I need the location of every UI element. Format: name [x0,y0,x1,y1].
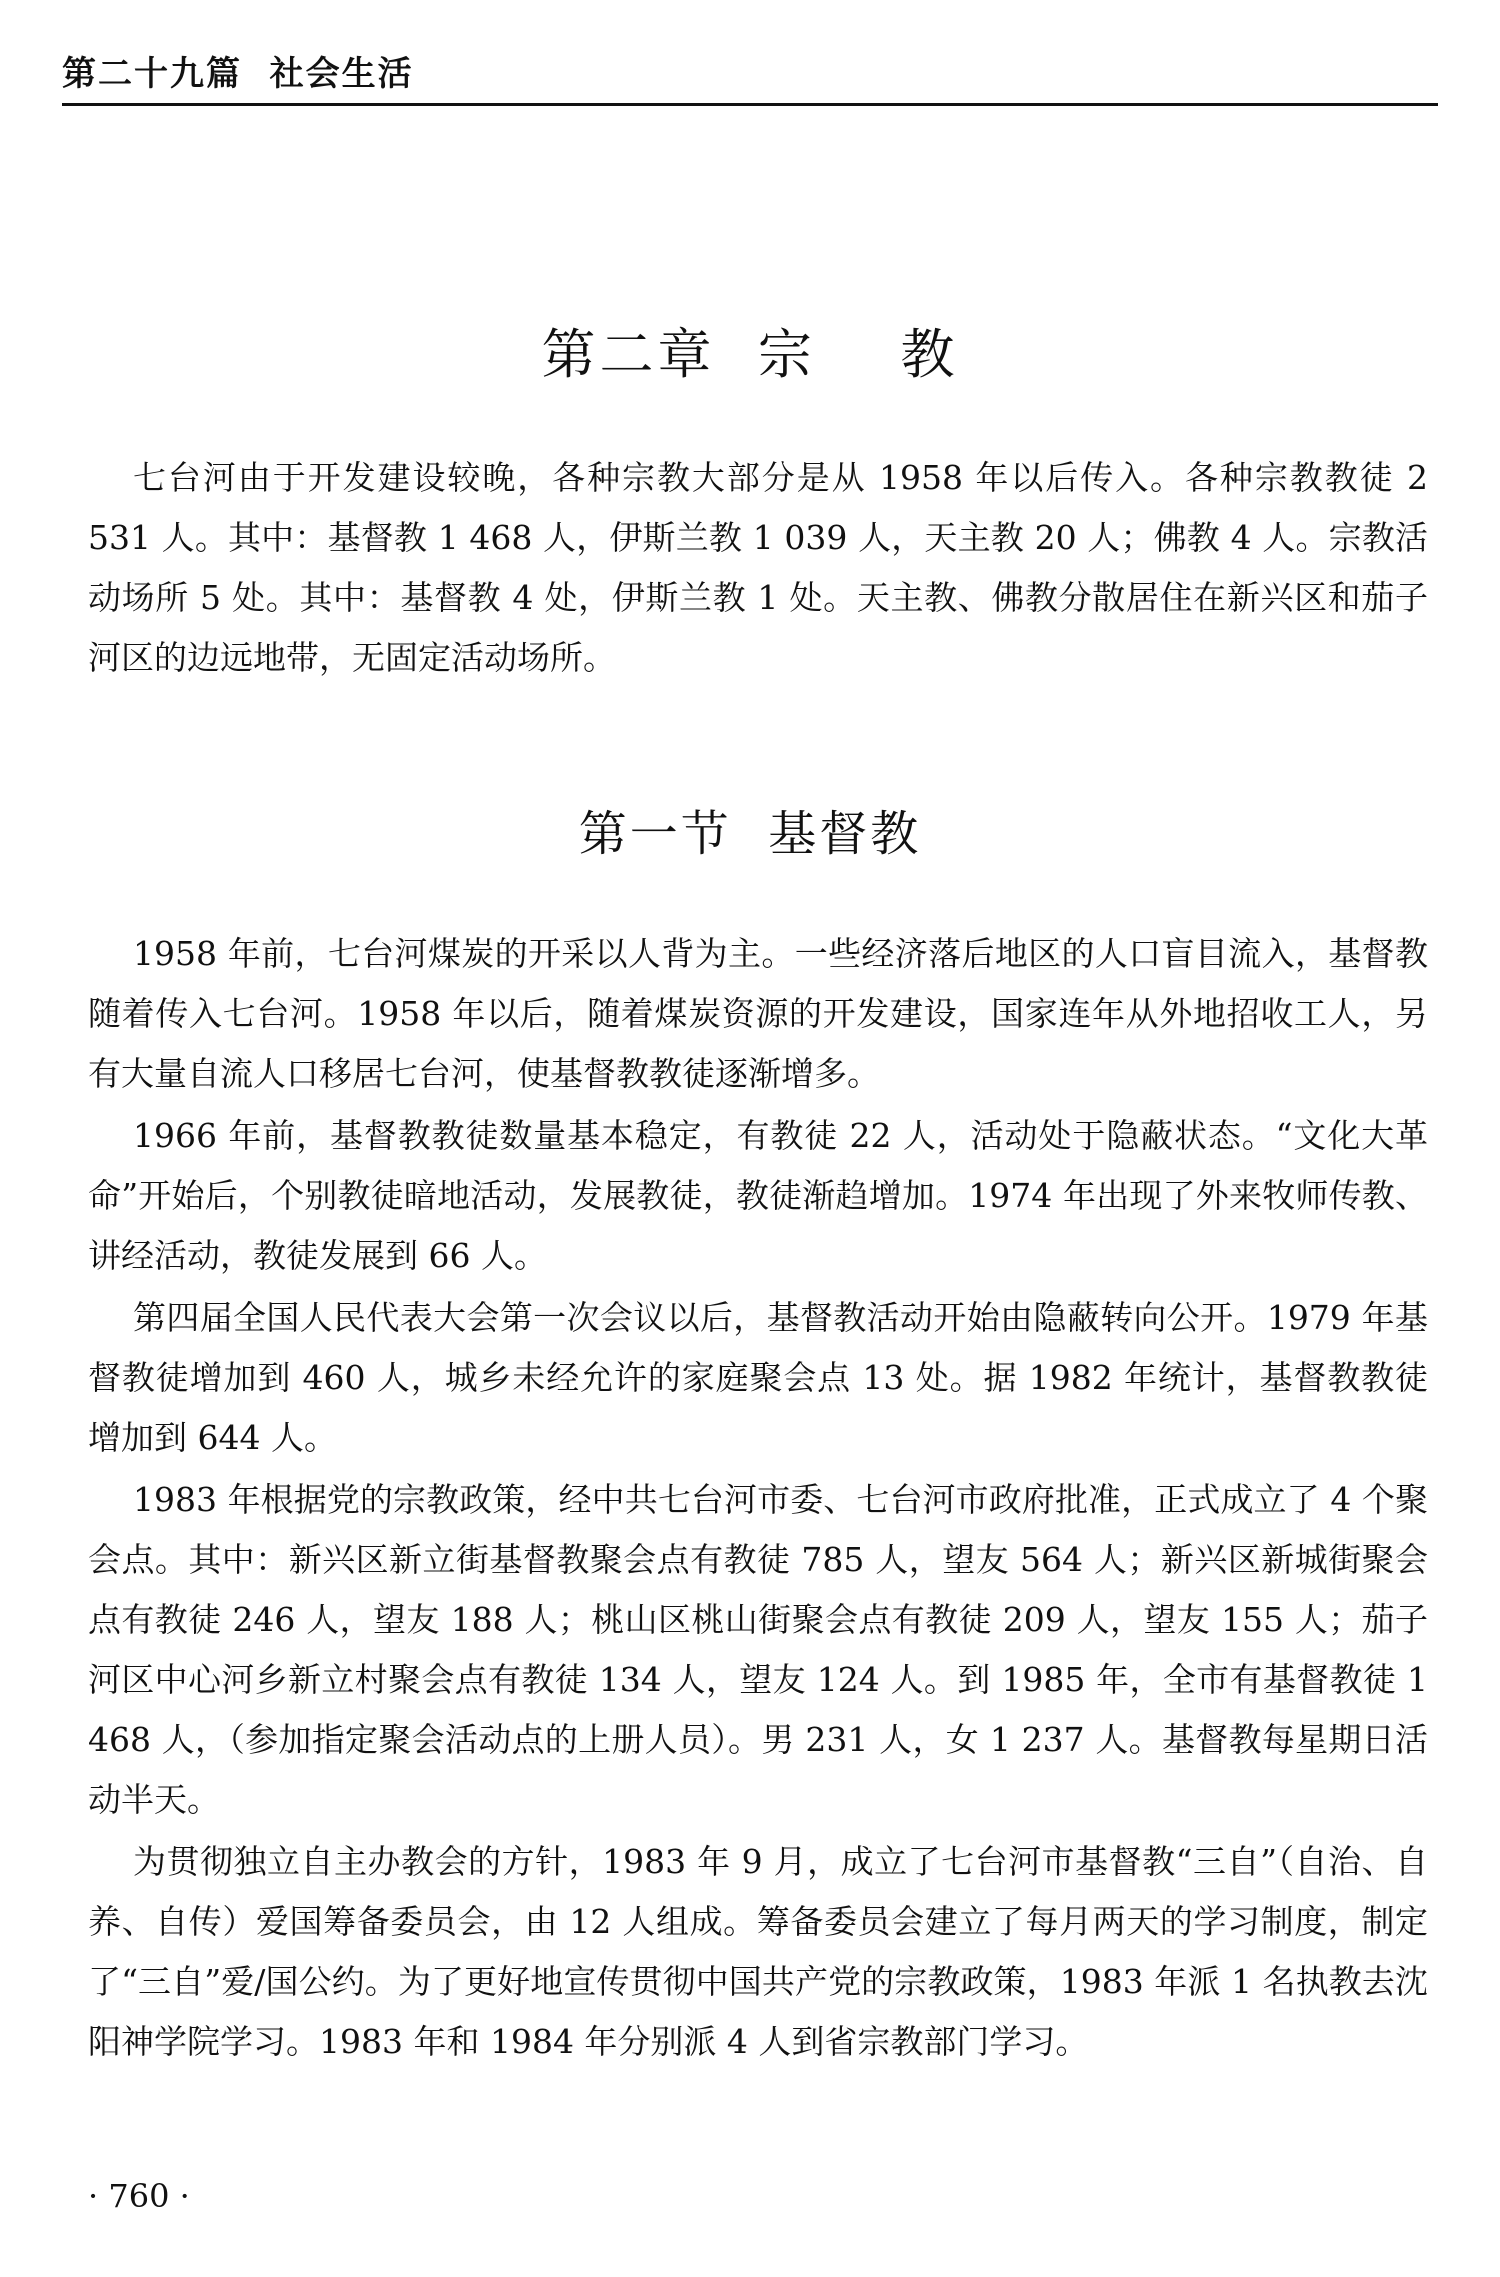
chapter-intro-paragraph: 七台河由于开发建设较晚，各种宗教大部分是从 1958 年以后传入。各种宗教教徒 2 531 人。其中：基督教 1 468 人，伊斯兰教 1 039 人，天主教 20 人；佛教 4 人。宗教活动场所 5 处。其中：基督教 4 处，伊斯兰教 1 处。天主教、佛教分散居住在新兴区和茄子河区的边远地带，无固定活动场所。 [88,458,1428,677]
page-number: · 760 · [88,2177,190,2215]
body-paragraph-3: 第四届全国人民代表大会第一次会议以后，基督教活动开始由隐蔽转向公开。1979 年基督教徒增加到 460 人，城乡未经允许的家庭聚会点 13 处。据 1982 年统计，基督教教徒增加到 644 人。 [88,1298,1428,1457]
body-paragraph-2: 1966 年前，基督教教徒数量基本稳定，有教徒 22 人，活动处于隐蔽状态。“文化大革命”开始后，个别教徒暗地活动，发展教徒，教徒渐趋增加。1974 年出现了外来牧师传教、讲经活动，教徒发展到 66 人。 [88,1116,1428,1275]
running-head: 第二十九篇 社会生活 [62,54,414,94]
chapter-title: 第二章 宗 教 [541,323,959,386]
header-rule [62,103,1438,106]
body-paragraph-1: 1958 年前，七台河煤炭的开采以人背为主。一些经济落后地区的人口盲目流入，基督教随着传入七台河。1958 年以后，随着煤炭资源的开发建设，国家连年从外地招收工人，另有大量自流人口移居七台河，使基督教教徒逐渐增多。 [88,934,1428,1093]
body-paragraph-4: 1983 年根据党的宗教政策，经中共七台河市委、七台河市政府批准，正式成立了 4 个聚会点。其中：新兴区新立街基督教聚会点有教徒 785 人，望友 564 人；新兴区新城街聚会点有教徒 246 人，望友 188 人；桃山区桃山街聚会点有教徒 209 人，望友 155 人；茄子河区中心河乡新立村聚会点有教徒 134 人，望友 124 人。到 1985 年，全市有基督教徒 1 468 人，（参加指定聚会活动点的上册人员）。男 231 人，女 1 237 人。基督教每星期日活动半天。 [88,1480,1428,1819]
section-title: 第一节 基督教 [578,806,922,862]
body-paragraph-5: 为贯彻独立自主办教会的方针，1983 年 9 月，成立了七台河市基督教“三自”（自治、自养、自传）爱国筹备委员会，由 12 人组成。筹备委员会建立了每月两天的学习制度，制定了“三自”爱/国公约。为了更好地宣传贯彻中国共产党的宗教政策，1983 年派 1 名执教去沈阳神学院学习。1983 年和 1984 年分别派 4 人到省宗教部门学习。 [88,1842,1428,2061]
